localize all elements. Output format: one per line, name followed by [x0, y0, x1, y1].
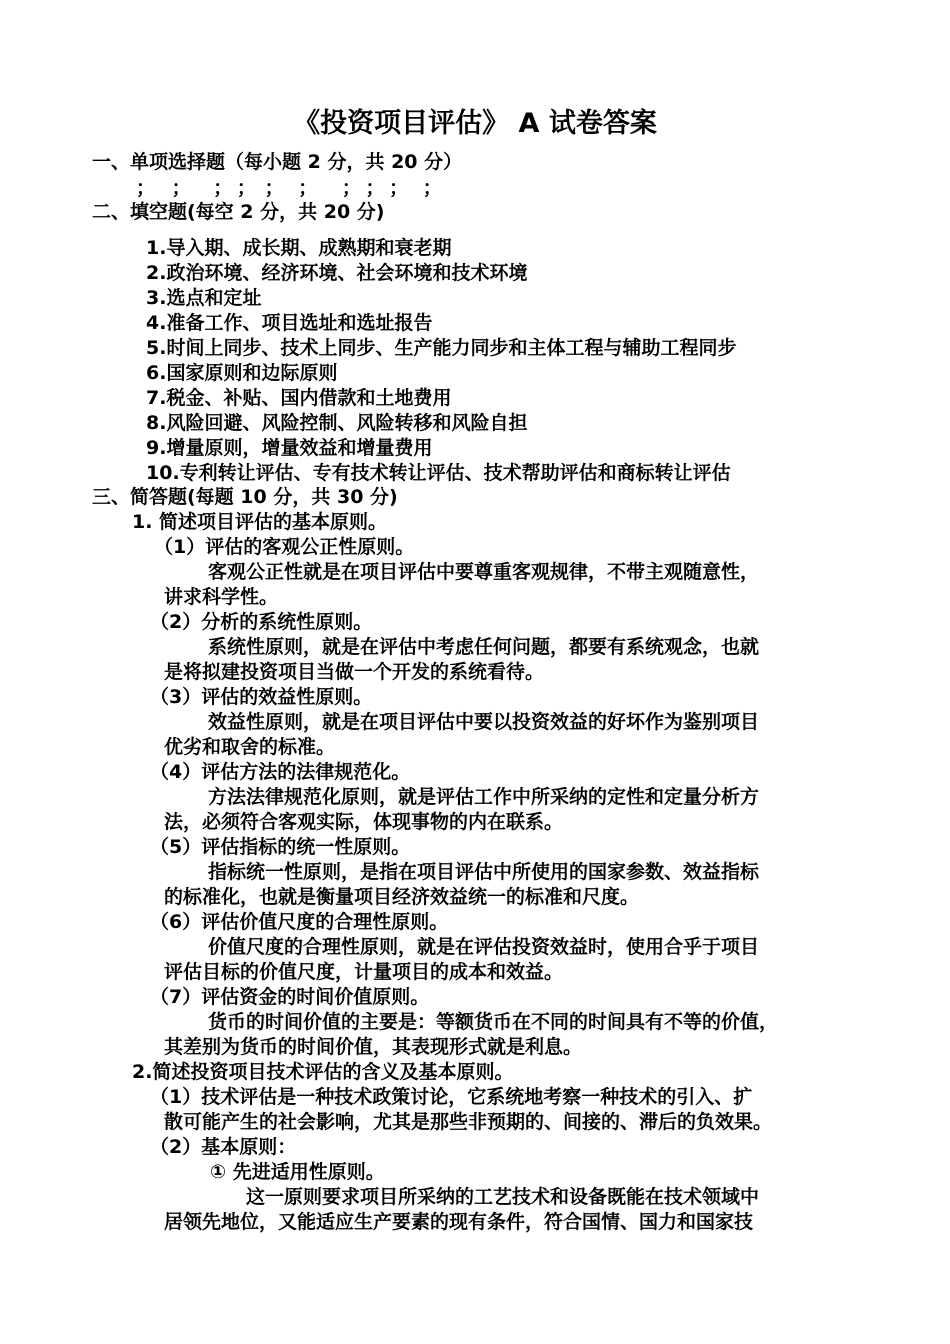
q1-principle-4-heading: （4）评估方法的法律规范化。	[150, 761, 411, 783]
fill-item-9: 9.增量原则，增量效益和增量费用	[146, 437, 433, 459]
answer-mark-5: ；	[264, 177, 284, 199]
fill-item-4: 4.准备工作、项目选址和选址报告	[146, 312, 433, 334]
q1-principle-3-text-1: 效益性原则，就是在项目评估中要以投资效益的好坏作为鉴别项目	[208, 711, 760, 733]
section1-answers	[136, 176, 442, 201]
section2-heading: 二、填空题(每空 2 分，共 20 分)	[92, 201, 385, 223]
fill-item-8: 8.风险回避、风险控制、风险转移和风险自担	[146, 412, 528, 434]
q1-principle-5-heading: （5）评估指标的统一性原则。	[150, 836, 411, 858]
q1-principle-7-heading: （7）评估资金的时间价值原则。	[150, 986, 430, 1008]
answer-mark-1: ；	[136, 177, 156, 199]
fill-item-5: 5.时间上同步、技术上同步、生产能力同步和主体工程与辅助工程同步	[146, 337, 737, 359]
q1-principle-3-text-2: 优劣和取舍的标准。	[164, 736, 336, 758]
question-1-title: 1. 简述项目评估的基本原则。	[132, 511, 388, 533]
q2-principles-heading: （2）基本原则：	[150, 1136, 297, 1158]
q1-principle-7-text-1: 货币的时间价值的主要是：等额货币在不同的时间具有不等的价值，	[208, 1011, 779, 1033]
question-2-title: 2.简述投资项目技术评估的含义及基本原则。	[132, 1061, 514, 1083]
fill-item-3: 3.选点和定址	[146, 287, 262, 309]
answer-mark-9: ；	[389, 177, 409, 199]
q2-definition-text-1: （1）技术评估是一种技术政策讨论，它系统地考察一种技术的引入、扩	[150, 1086, 753, 1108]
q1-principle-2-heading: （2）分析的系统性原则。	[150, 611, 373, 633]
q1-principle-6-text-2: 评估目标的价值尺度，计量项目的成本和效益。	[164, 961, 564, 983]
q1-principle-1-text-1: 客观公正性就是在项目评估中要尊重客观规律，不带主观随意性，	[208, 561, 760, 583]
q1-principle-4-text-2: 法，必须符合客观实际，体现事物的内在联系。	[164, 811, 564, 833]
answer-mark-7: ；	[341, 177, 361, 199]
q2-sub-principle-1-text-1: 这一原则要求项目所采纳的工艺技术和设备既能在技术领域中	[246, 1186, 760, 1208]
q1-principle-5-text-1: 指标统一性原则，是指在项目评估中所使用的国家参数、效益指标	[208, 861, 760, 883]
q2-sub-principle-1-heading: ① 先进适用性原则。	[210, 1161, 385, 1183]
answer-mark-10: ；	[422, 177, 442, 199]
section3-heading: 三、简答题(每题 10 分，共 30 分)	[92, 486, 398, 508]
q1-principle-1-text-2: 讲求科学性。	[164, 586, 279, 608]
q1-principle-7-text-2: 其差别为货币的时间价值，其表现形式就是利息。	[164, 1036, 583, 1058]
section1-heading: 一、单项选择题（每小题 2 分，共 20 分）	[92, 151, 463, 173]
answer-mark-4: ；	[236, 177, 256, 199]
answer-mark-3: ；	[213, 177, 233, 199]
q1-principle-6-text-1: 价值尺度的合理性原则，就是在评估投资效益时，使用合乎于项目	[208, 936, 760, 958]
q1-principle-1-heading: （1）评估的客观公正性原则。	[154, 536, 415, 558]
q1-principle-6-heading: （6）评估价值尺度的合理性原则。	[150, 911, 449, 933]
fill-item-7: 7.税金、补贴、国内借款和土地费用	[146, 387, 452, 409]
q1-principle-2-text-1: 系统性原则，就是在评估中考虑任何问题，都要有系统观念，也就	[208, 636, 760, 658]
q1-principle-3-heading: （3）评估的效益性原则。	[150, 686, 373, 708]
q1-principle-2-text-2: 是将拟建投资项目当做一个开发的系统看待。	[164, 661, 545, 683]
q2-definition-text-2: 散可能产生的社会影响，尤其是那些非预期的、间接的、滞后的负效果。	[164, 1111, 773, 1133]
answer-mark-6: ；	[298, 177, 318, 199]
fill-item-2: 2.政治环境、经济环境、社会环境和技术环境	[146, 262, 528, 284]
q1-principle-4-text-1: 方法法律规范化原则，就是评估工作中所采纳的定性和定量分析方	[208, 786, 760, 808]
q2-sub-principle-1-text-2: 居领先地位，又能适应生产要素的现有条件，符合国情、国力和国家技	[164, 1211, 754, 1233]
fill-item-10: 10.专利转让评估、专有技术转让评估、技术帮助评估和商标转让评估	[146, 462, 731, 484]
page-title: 《投资项目评估》 A 试卷答案	[293, 108, 657, 139]
fill-item-1: 1.导入期、成长期、成熟期和衰老期	[146, 237, 452, 259]
q1-principle-5-text-2: 的标准化，也就是衡量项目经济效益统一的标准和尺度。	[164, 886, 640, 908]
answer-mark-8: ；	[365, 177, 385, 199]
answer-mark-2: ；	[171, 177, 191, 199]
fill-item-6: 6.国家原则和边际原则	[146, 362, 338, 384]
